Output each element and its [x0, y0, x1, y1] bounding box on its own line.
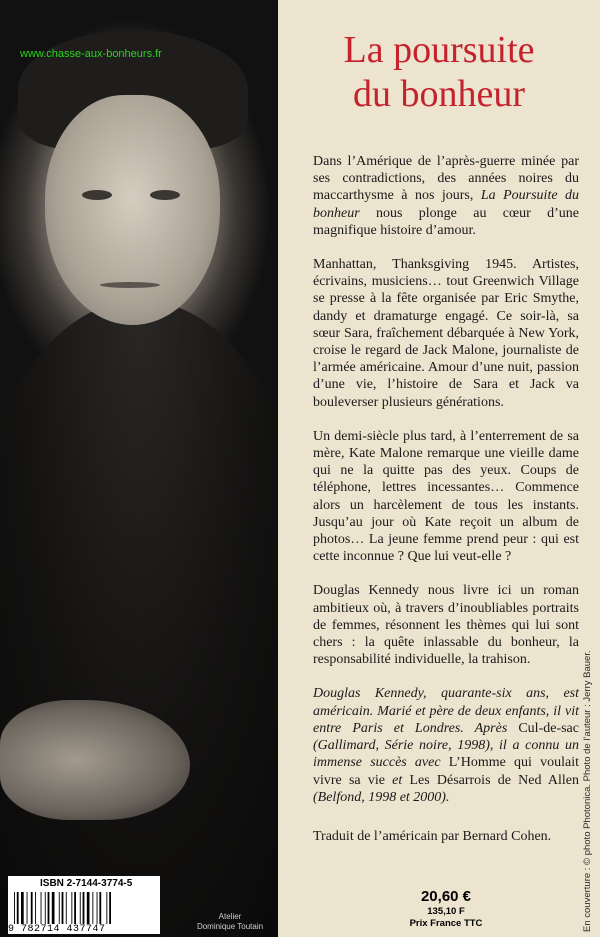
book-title	[280, 28, 598, 116]
website-watermark: www.chasse-aux-bonheurs.fr	[20, 48, 162, 60]
blurb-paragraph-3: Un demi-siècle plus tard, à l’enterrement de sa mère, Kate Malone remarque une vieille dame qui ne la quitte pas des yeux. Coups de téléphone, lettres incessantes… Commence alors un harcèlement de tous les instants. Jusqu’au jour où Kate reçoit un album de photos… La jeune femme prend peur : qui est cette inconnue ? Que lui veut-elle ?	[313, 428, 579, 565]
price-block	[396, 888, 496, 930]
price-label: Prix France TTC	[409, 918, 483, 929]
price-franc: 135,10 F	[427, 906, 465, 917]
book-title-line1: La poursuite	[343, 29, 535, 71]
translator-credit: Traduit de l’américain par Bernard Cohen.	[313, 829, 552, 844]
author-bio: Douglas Kennedy, quarante-six ans, est américain. Marié et père de deux enfants, il vit entre Paris et Londres. Après Cul-de-sac (Gallimard, Série noire, 1998), il a connu un immense succès avec L’Homme qui voulait vivre sa vie et Les Désarrois de Ned Allen (Belfond, 1998 et 2000).	[313, 686, 579, 805]
blurb-paragraph-1: Dans l’Amérique de l’après-guerre minée par ses contradictions, des années noires du maccarthysme à nos jours, La Poursuite du bonheur nous plonge au cœur d’une magnifique histoire d’amour.	[313, 154, 580, 238]
barcode	[12, 892, 158, 924]
book-title-line2: du bonheur	[352, 73, 526, 115]
photo-credit: En couverture : © photo Photonica. Photo de l’auteur : Jerry Bauer.	[582, 650, 593, 932]
price-euro: 20,60 €	[420, 888, 472, 905]
barcode-number: 9 782714 437747	[8, 924, 106, 935]
blurb-column	[313, 153, 579, 823]
design-atelier: Atelier Dominique Toutain	[196, 912, 264, 931]
author-photo	[0, 0, 278, 937]
blurb-paragraph-2: Manhattan, Thanksgiving 1945. Artistes, écrivains, musiciens… tout Greenwich Village se presse à la fête organisée par Eric Smythe, dandy et dramaturge engagé. Ce soir-là, sa sœur Sara, fraîchement débarquée à New York, croise le regard de Jack Malone, journaliste de l’armée américaine. Amour d’une nuit, passion d’une vie, l’histoire de Sara et Jack va bouleverser plusieurs générations.	[313, 257, 579, 410]
isbn-label: ISBN 2-7144-3774-5	[40, 878, 133, 889]
blurb-paragraph-4: Douglas Kennedy nous livre ici un roman ambitieux où, à travers d’inoubliables portraits de femmes, résonnent les thèmes qui lui sont chers : la quête inlassable du bonheur, la responsabilité individuelle, la trahison.	[313, 583, 579, 668]
